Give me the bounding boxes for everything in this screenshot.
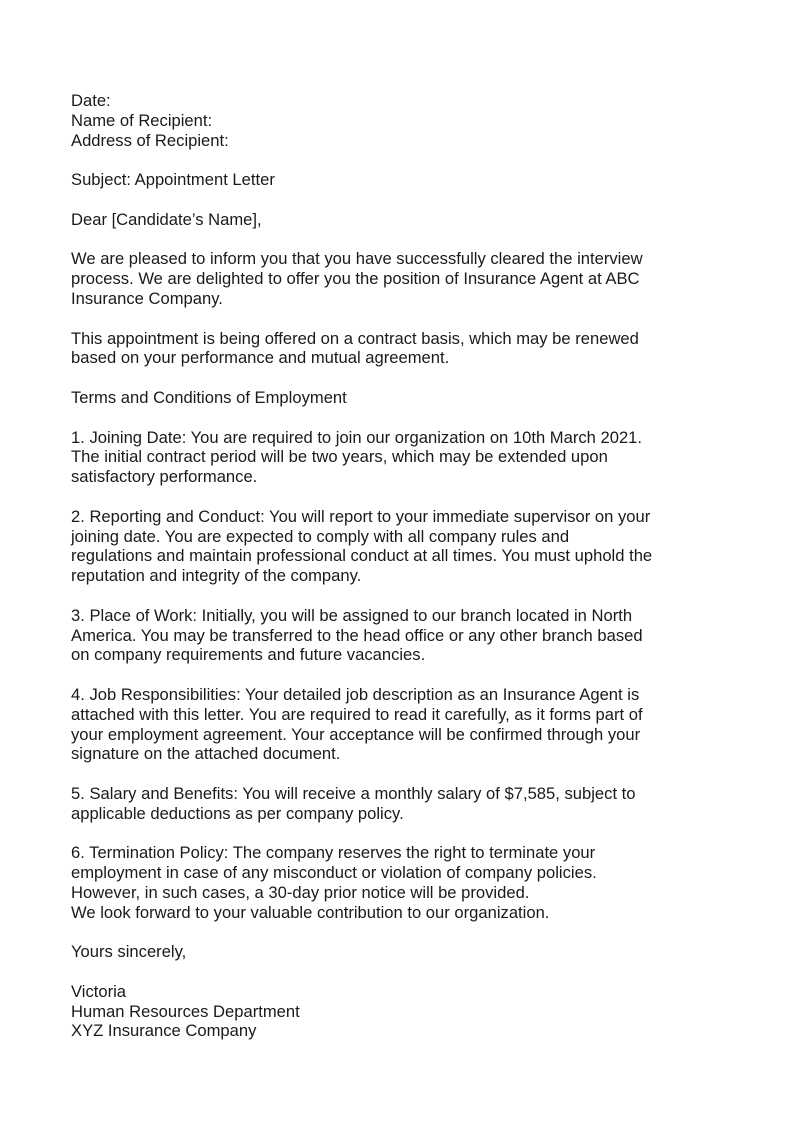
date-label: Date: xyxy=(71,91,111,110)
closing: Yours sincerely, xyxy=(71,942,187,962)
spacer xyxy=(71,230,741,250)
paragraph-line: 6. Termination Policy: The company reserves the right to terminate your xyxy=(71,843,596,863)
spacer xyxy=(71,922,741,942)
intro-paragraph xyxy=(71,249,741,308)
paragraph-line: signature on the attached document. xyxy=(71,744,341,764)
paragraph-line: America. You may be transferred to the head office or any other branch based xyxy=(71,625,643,645)
spacer xyxy=(71,190,741,210)
paragraph-line: process. We are delighted to offer you the position of Insurance Agent at ABC xyxy=(71,269,640,289)
spacer xyxy=(71,368,741,388)
recipient-address-label: Address of Recipient: xyxy=(71,130,229,150)
recipient-name-label: Name of Recipient: xyxy=(71,110,213,130)
paragraph-line: satisfactory performance. xyxy=(71,467,258,487)
paragraph-line: We are pleased to inform you that you have successfully cleared the interview xyxy=(71,249,643,269)
term-termination-policy xyxy=(71,843,741,922)
term-joining-date xyxy=(71,428,741,487)
signatory-company: XYZ Insurance Company xyxy=(71,1021,257,1041)
spacer xyxy=(71,764,741,784)
spacer xyxy=(71,962,741,982)
paragraph-line: 1. Joining Date: You are required to join our organization on 10th March 2021. xyxy=(71,427,643,447)
paragraph-line: based on your performance and mutual agreement. xyxy=(71,348,450,368)
term-reporting-conduct xyxy=(71,507,741,586)
spacer xyxy=(71,408,741,428)
paragraph-line: joining date. You are expected to comply with all company rules and xyxy=(71,526,570,546)
term-salary-benefits xyxy=(71,784,741,824)
paragraph-line: We look forward to your valuable contribution to our organization. xyxy=(71,902,550,922)
paragraph-line: reputation and integrity of the company. xyxy=(71,566,362,586)
terms-heading: Terms and Conditions of Employment xyxy=(71,387,347,407)
paragraph-line: regulations and maintain professional conduct at all times. You must uphold the xyxy=(71,546,653,566)
paragraph-line: employment in case of any misconduct or violation of company policies. xyxy=(71,863,597,883)
spacer xyxy=(71,823,741,843)
spacer xyxy=(71,586,741,606)
paragraph-line: The initial contract period will be two years, which may be extended upon xyxy=(71,447,608,467)
letter-header xyxy=(71,91,741,150)
signatory-department: Human Resources Department xyxy=(71,1001,300,1021)
paragraph-line: 3. Place of Work: Initially, you will be assigned to our branch located in North xyxy=(71,605,633,625)
paragraph-line: This appointment is being offered on a contract basis, which may be renewed xyxy=(71,328,639,348)
paragraph-line: However, in such cases, a 30-day prior notice will be provided. xyxy=(71,882,530,902)
paragraph-line: on company requirements and future vacancies. xyxy=(71,645,426,665)
spacer xyxy=(71,487,741,507)
paragraph-line: 5. Salary and Benefits: You will receive a monthly salary of $7,585, subject to xyxy=(71,783,636,803)
paragraph-line: 2. Reporting and Conduct: You will report to your immediate supervisor on your xyxy=(71,506,651,526)
paragraph-line: applicable deductions as per company policy. xyxy=(71,803,404,823)
signature-block xyxy=(71,982,741,1041)
contract-paragraph xyxy=(71,329,741,369)
paragraph-line: 4. Job Responsibilities: Your detailed job description as an Insurance Agent is xyxy=(71,684,640,704)
paragraph-line: attached with this letter. You are required to read it carefully, as it forms part of xyxy=(71,704,643,724)
term-job-responsibilities xyxy=(71,685,741,764)
spacer xyxy=(71,309,741,329)
paragraph-line: your employment agreement. Your acceptance will be confirmed through your xyxy=(71,724,641,744)
spacer xyxy=(71,150,741,170)
salutation: Dear [Candidate’s Name], xyxy=(71,209,262,229)
paragraph-line: Insurance Company. xyxy=(71,288,223,308)
subject-line: Subject: Appointment Letter xyxy=(71,170,275,190)
spacer xyxy=(71,665,741,685)
appointment-letter xyxy=(71,91,741,1041)
term-place-of-work xyxy=(71,606,741,665)
signatory-name: Victoria xyxy=(71,981,127,1001)
